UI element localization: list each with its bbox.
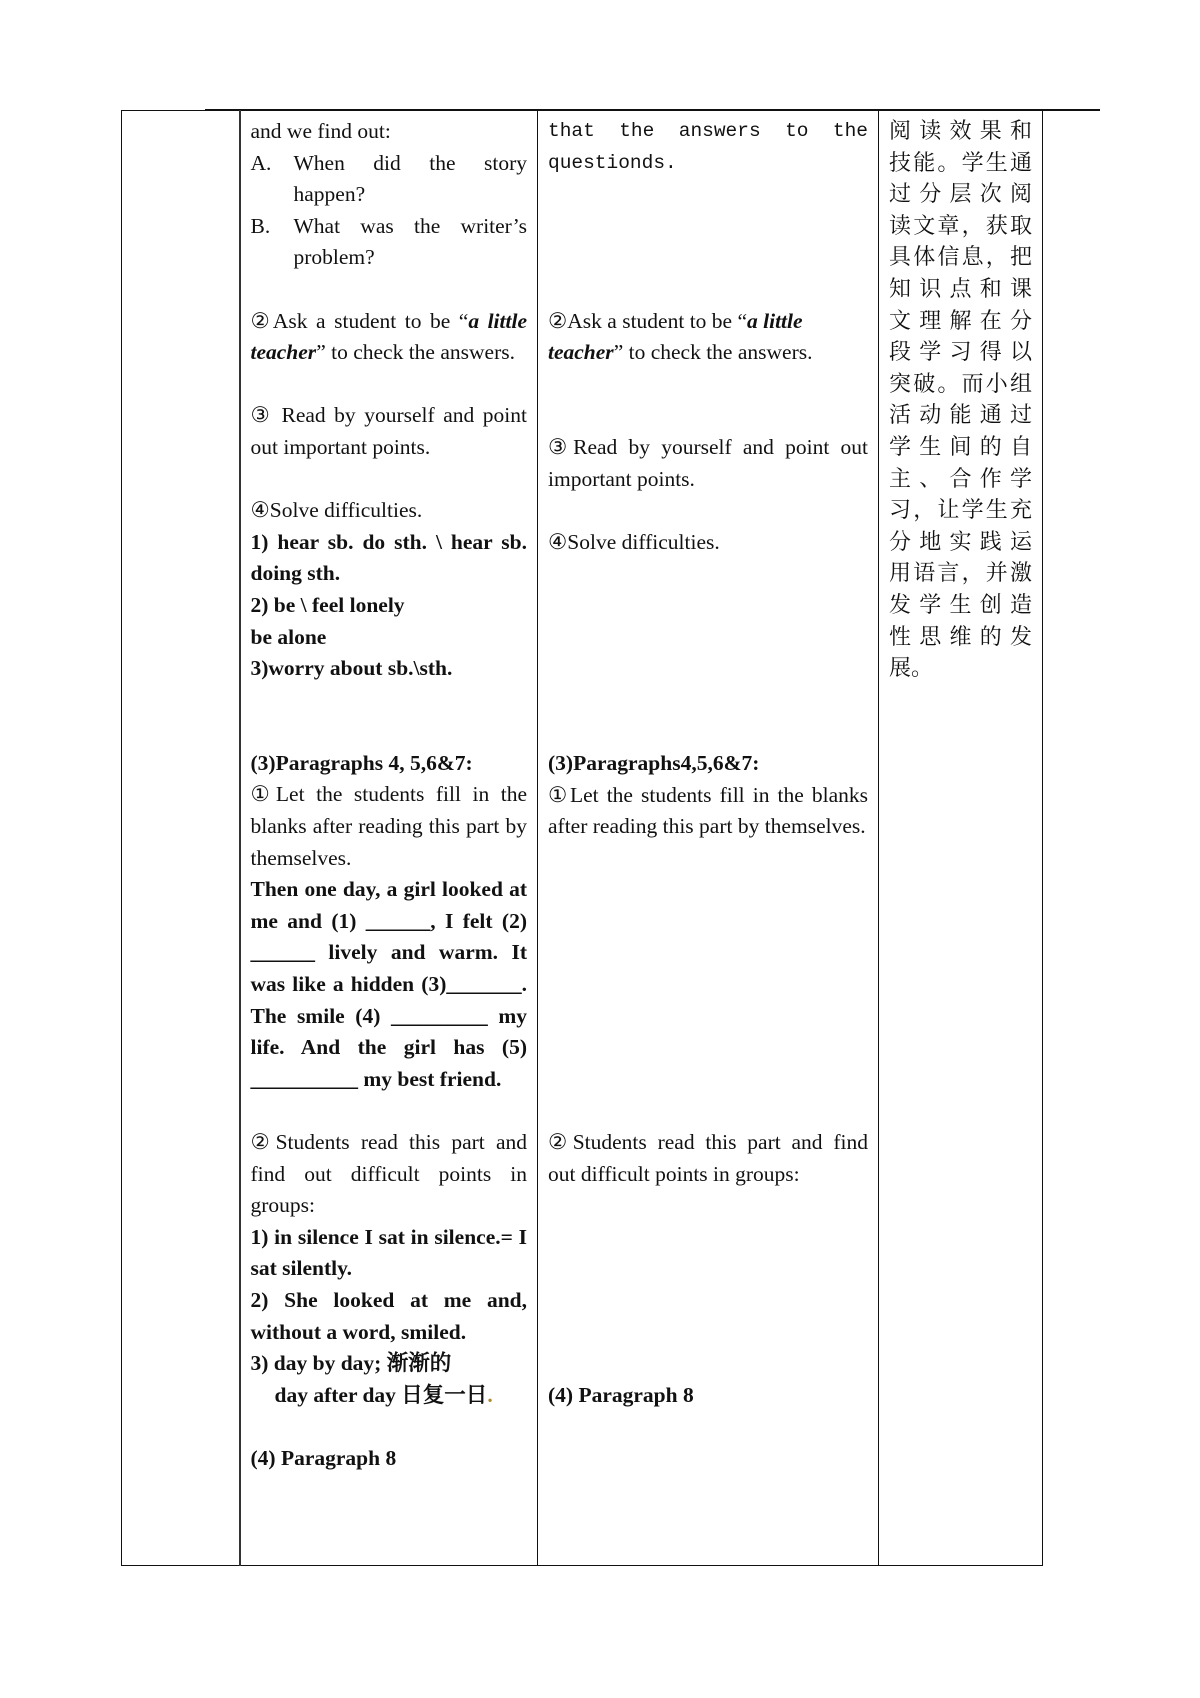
design-intent-line: 用语言，并激 — [889, 561, 1032, 587]
design-intent-text — [889, 116, 1032, 653]
student-paragraph-8-heading: (4) Paragraph 8 — [548, 1383, 694, 1408]
design-intent-line: 文理解在分 — [889, 308, 1032, 334]
student-step-4-text: ④Solve difficulties. — [548, 529, 720, 554]
step-2-text: ②Ask a student to be “a little teacher” to check the answers. — [250, 308, 527, 365]
design-intent-line: 具体信息，把 — [889, 245, 1032, 271]
difficulty-item-1: 1) hear sb. do sth. \ hear sb. doing sth. — [250, 529, 527, 586]
design-intent-line: 段学习得以 — [889, 340, 1032, 366]
difficulty-item-3: 3)worry about sb.\sth. — [250, 656, 453, 681]
paragraph-8-heading: (4) Paragraph 8 — [250, 1445, 397, 1470]
mono-line-1: that the answers to the — [548, 120, 868, 142]
teacher-activity-column — [240, 111, 538, 1566]
design-intent-line: 活动能通过 — [889, 403, 1032, 429]
design-intent-line: 技能。学生通 — [889, 150, 1032, 176]
design-intent-line: 知识点和课 — [889, 276, 1032, 302]
difficult-point-3a: 3) day by day; 渐渐的 — [250, 1351, 452, 1376]
design-intent-line: 过分层次阅 — [889, 182, 1032, 208]
design-intent-line: 性思维的发 — [889, 624, 1032, 650]
design-intent-line: 习，让学生充 — [889, 498, 1032, 524]
student-paragraphs-3-heading: (3)Paragraphs4,5,6&7: — [548, 751, 760, 776]
design-intent-line: 发学生创造 — [889, 592, 1032, 618]
design-intent-line: 分地实践运 — [889, 529, 1032, 555]
student-step-3-text: ③Read by yourself and point out important points. — [548, 435, 868, 491]
lesson-plan-table — [121, 110, 1043, 1566]
mono-line-2: questionds. — [548, 151, 677, 174]
student-activity-column — [538, 111, 879, 1566]
design-intent-line: 阅读效果和 — [889, 119, 1032, 144]
student-step-2-text: ②Ask a student to be “a little teacher” to check the answers. — [548, 308, 813, 365]
student-paragraphs-3-step-1: ①Let the students fill in the blanks after reading this part by themselves. — [548, 782, 868, 839]
design-intent-last-line: 展。 — [889, 656, 934, 682]
question-a: A. When did the story happen? — [250, 150, 527, 207]
difficulty-item-2b: be alone — [250, 624, 327, 649]
fill-in-blanks-text: Then one day, a girl looked at me and (1) ______, I felt (2) ______ lively and warm. It was like a hidden (3)_______. The smile (4) _________ my life. And the girl has (5) __________ my best friend. — [250, 877, 527, 1091]
intro-text: and we find out: — [250, 119, 391, 143]
difficult-point-1: 1) in silence I sat in silence.= I sat silently. — [250, 1224, 527, 1281]
difficulty-item-2: 2) be \ feel lonely — [250, 592, 405, 617]
paragraphs-3-step-2: ②Students read this part and find out difficult points in groups: — [250, 1130, 527, 1218]
design-intent-column — [879, 111, 1043, 1566]
empty-step-column — [122, 111, 240, 1566]
paragraphs-3-heading: (3)Paragraphs 4, 5,6&7: — [250, 750, 473, 775]
difficult-point-2: 2) She looked at me and, without a word, smiled. — [250, 1287, 527, 1344]
design-intent-line: 读文章，获取 — [889, 213, 1032, 239]
step-3-text: ③ Read by yourself and point out important points. — [250, 403, 527, 459]
student-paragraphs-3-step-2: ②Students read this part and find out difficult points in groups: — [548, 1130, 868, 1186]
difficult-point-3b: day after day 日复一日. — [274, 1382, 493, 1407]
design-intent-line: 学生间的自 — [889, 434, 1032, 460]
question-b: B. What was the writer’s problem? — [250, 213, 527, 270]
design-intent-line: 突破。而小组 — [889, 371, 1032, 397]
design-intent-line: 主、合作学 — [889, 466, 1032, 492]
step-4-text: ④Solve difficulties. — [250, 498, 423, 523]
paragraphs-3-step-1: ①Let the students fill in the blanks after reading this part by themselves. — [250, 782, 527, 870]
